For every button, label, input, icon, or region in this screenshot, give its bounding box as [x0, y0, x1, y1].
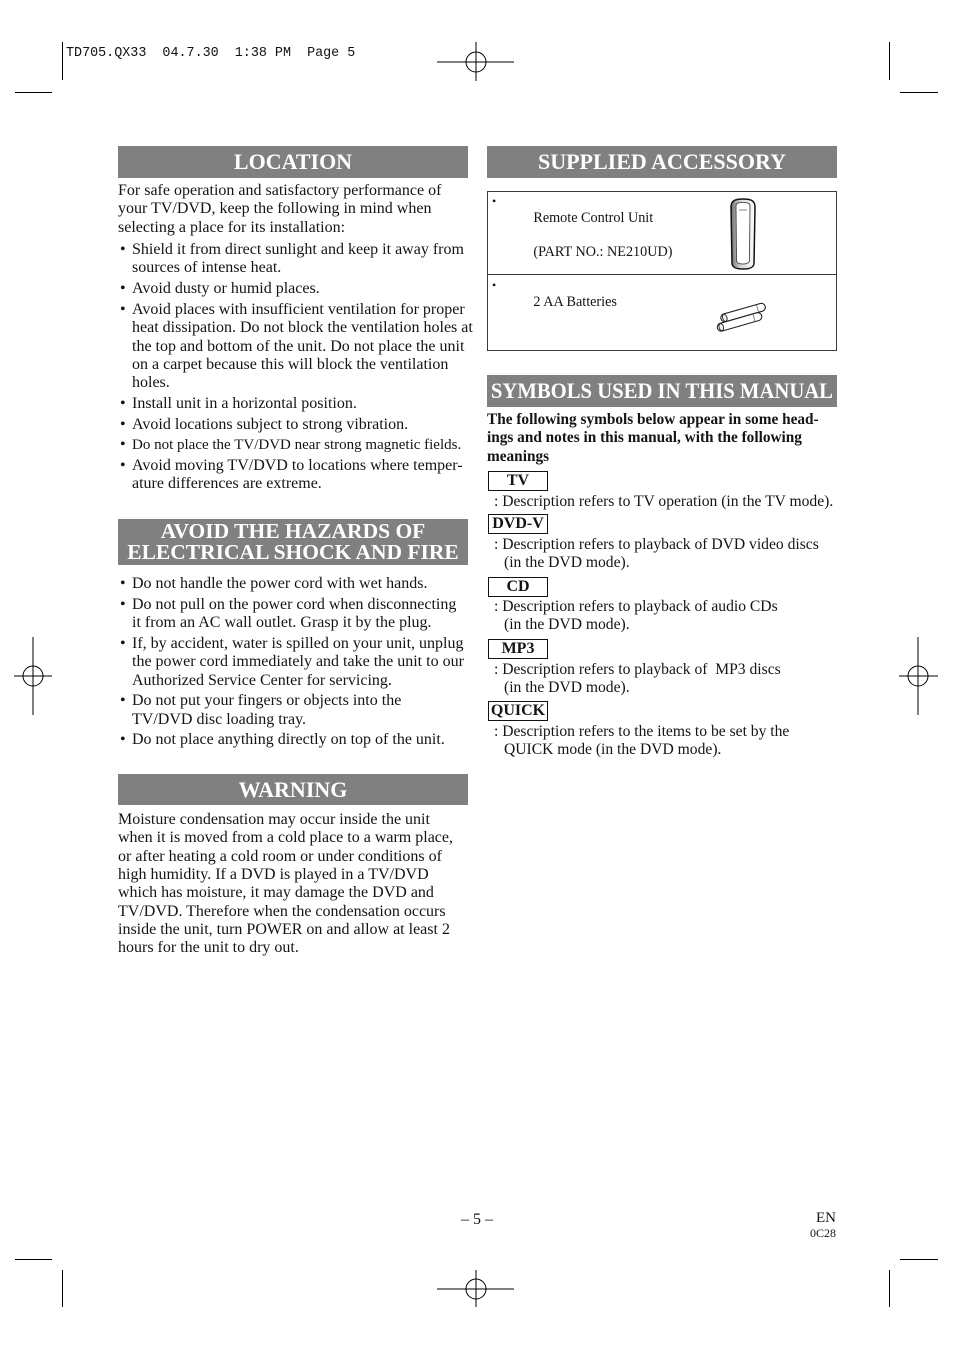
remote-control-icon [728, 198, 758, 270]
registration-mark-right-icon [898, 636, 939, 716]
aa-batteries-icon [712, 298, 772, 336]
symbol-label: CD [488, 577, 548, 597]
language-code: EN [816, 1210, 836, 1226]
list-item: • Install unit in a horizontal position. [118, 395, 473, 413]
crop-mark-bottom-left-vertical [62, 1270, 63, 1307]
list-item: • If, by accident, water is spilled on your unit, unplug the power cord immediately and take the unit to our Authorized Service Center for servicing. [118, 635, 464, 690]
warning-heading [118, 774, 468, 805]
list-item: • Do not put your fingers or objects into the TV/DVD disc loading tray. [118, 692, 464, 729]
warning-heading-text: WARNING [238, 776, 348, 802]
accessory-name-text: Remote Control Unit [533, 210, 654, 226]
symbol-label: MP3 [488, 639, 548, 659]
list-item: • Do not place the TV/DVD near strong magnetic fields. [118, 436, 473, 454]
crop-mark-top-left-vertical [62, 42, 63, 80]
accessory-name-text: 2 AA Batteries [533, 293, 617, 310]
symbol-item-quick [488, 701, 837, 759]
list-item: • Shield it from direct sunlight and keep it away from sources of intense heat. [118, 241, 473, 278]
supplied-accessory-heading [487, 146, 837, 178]
symbol-description: : Description refers to playback of MP3 discs (in the DVD mode). [494, 661, 781, 697]
symbol-item-dvd-v [488, 514, 837, 572]
hazards-heading [118, 519, 468, 565]
symbol-label: DVD-V [488, 514, 548, 534]
symbol-item-tv [488, 471, 837, 510]
list-item: • Avoid dusty or humid places. [118, 280, 473, 298]
location-bullet-list [118, 241, 473, 496]
location-heading [118, 146, 468, 178]
hazards-bullet-list [118, 575, 464, 752]
document-code: 0C28 [809, 1226, 836, 1240]
accessory-row-remote [488, 192, 836, 275]
accessory-table [487, 191, 837, 351]
symbol-description: : Description refers to playback of audio CDs (in the DVD mode). [494, 598, 778, 634]
symbols-heading [487, 375, 837, 407]
accessory-part-number: (PART NO.: NE210UD) [533, 244, 673, 260]
list-item: • Avoid places with insufficient ventilation for proper heat dissipation. Do not block the ventilation holes at the top and bottom of the unit. Do not place the unit on a carpet because this will block the ventilation holes. [118, 301, 473, 393]
accessory-name [488, 277, 836, 328]
location-heading-text: LOCATION [233, 149, 353, 174]
list-item: • Avoid locations subject to strong vibration. [118, 416, 473, 434]
list-item: • Do not handle the power cord with wet hands. [118, 575, 464, 593]
symbol-item-cd [488, 577, 837, 634]
symbol-item-mp3 [488, 639, 837, 697]
warning-body: Moisture condensation may occur inside the unit when it is moved from a cold place to a warm place, or after heating a cold room or under conditions of high humidity. If a DVD is played in a TV/DVD which has moisture, it may damage the DVD and TV/DVD. Therefore when the condensation occurs inside the unit, turn POWER on and allow at least 2 hours for the unit to dry out. [118, 811, 453, 957]
symbols-intro: The following symbols below appear in some head- ings and notes in this manual, with the following meanings [487, 411, 819, 465]
registration-mark-top-icon [436, 41, 516, 82]
crop-mark-bottom-right-horizontal [900, 1259, 938, 1260]
symbol-label: QUICK [488, 701, 548, 721]
symbol-description: : Description refers to the items to be set by the QUICK mode (in the DVD mode). [494, 723, 790, 759]
page-number: – 5 – [461, 1211, 493, 1228]
print-slug: TD705.QX33 04.7.30 1:38 PM Page 5 [66, 46, 356, 61]
crop-mark-top-left-horizontal [15, 92, 52, 93]
location-intro: For safe operation and satisfactory performance of your TV/DVD, keep the following in mind when selecting a place for its installation: [118, 182, 442, 236]
accessory-row-batteries [488, 276, 836, 350]
list-item: • Do not place anything directly on top of the unit. [118, 731, 464, 749]
registration-mark-left-icon [13, 636, 54, 716]
hazards-heading-line-1: AVOID THE HAZARDS OF [160, 519, 426, 543]
crop-mark-bottom-right-vertical [889, 1270, 890, 1307]
symbol-label: TV [488, 471, 548, 491]
crop-mark-top-right-horizontal [900, 92, 938, 93]
symbol-description: : Description refers to TV operation (in the TV mode). [494, 493, 834, 510]
accessory-name [488, 193, 836, 278]
symbol-description: : Description refers to playback of DVD video discs (in the DVD mode). [494, 536, 819, 572]
registration-mark-bottom-icon [436, 1269, 516, 1309]
list-item: • Do not pull on the power cord when disconnecting it from an AC wall outlet. Grasp it by the plug. [118, 596, 464, 633]
symbols-heading-text: SYMBOLS USED IN THIS MANUAL [490, 378, 834, 403]
crop-mark-bottom-left-horizontal [15, 1259, 52, 1260]
list-item: • Avoid moving TV/DVD to locations where temper- ature differences are extreme. [118, 457, 473, 494]
crop-mark-top-right-vertical [889, 42, 890, 80]
hazards-heading-line-2: ELECTRICAL SHOCK AND FIRE [127, 540, 459, 564]
supplied-accessory-heading-text: SUPPLIED ACCESSORY [537, 149, 786, 174]
